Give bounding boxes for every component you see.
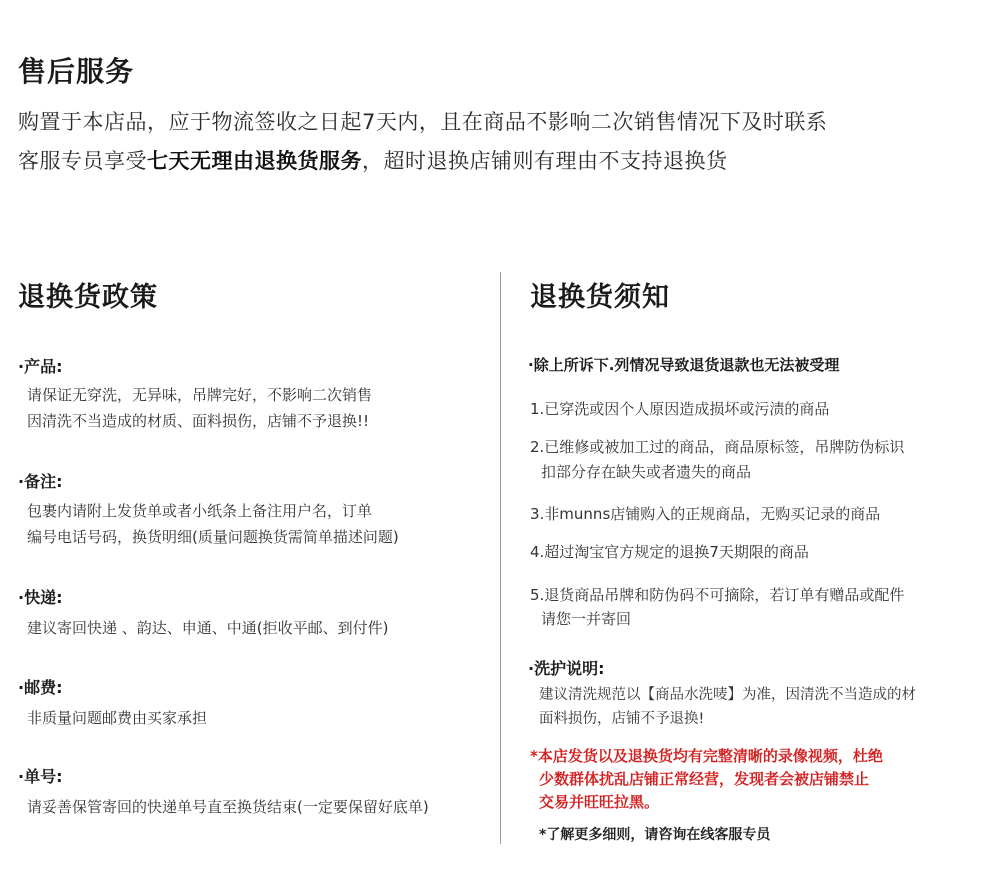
- after-sales-line-2-pre: 客服专员享受: [18, 149, 147, 173]
- after-sales-line-1: 购置于本店品，应于物流签收之日起7天内，且在商品不影响二次销售情况下及时联系: [18, 110, 828, 134]
- wash-care-line-1: 建议清洗规范以【商品水洗唛】为准，因清洗不当造成的材: [539, 687, 916, 703]
- policy-heading-postage: ·邮费:: [18, 678, 63, 697]
- wash-care-line-2: 面料损伤，店铺不予退换!: [539, 711, 705, 727]
- return-policy-title: 退换货政策: [18, 282, 158, 313]
- column-divider: [500, 272, 501, 844]
- policy-heading-product: ·产品:: [18, 357, 63, 376]
- policy-remark-line-1: 包裹内请附上发货单或者小纸条上备注用户名，订单: [27, 502, 373, 520]
- return-notice-title: 退换货须知: [530, 282, 670, 313]
- policy-remark-line-2: 编号电话号码，换货明细(质量问题换货需简单描述问题): [27, 528, 399, 546]
- warning-line-2: 少数群体扰乱店铺正常经营，发现者会被店铺禁止: [539, 770, 870, 788]
- policy-heading-remark: ·备注:: [18, 472, 63, 491]
- policy-product-line-2: 因清洗不当造成的材质、面料损伤，店铺不予退换!!: [27, 412, 370, 430]
- notice-item-2-line-2: 扣部分存在缺失或者遗失的商品: [541, 463, 752, 481]
- policy-postage-line-1: 非质量问题邮费由买家承担: [27, 709, 208, 727]
- after-sales-title: 售后服务: [18, 55, 135, 88]
- policy-heading-tracking: ·单号:: [18, 767, 63, 786]
- policy-heading-courier: ·快递:: [18, 588, 63, 607]
- footer-contact-note: *了解更多细则，请咨询在线客服专员: [539, 827, 771, 843]
- after-sales-line-2-post: ，超时退换店铺则有理由不支持退换货: [362, 149, 728, 173]
- notice-item-5-line-1: 5.退货商品吊牌和防伪码不可摘除，若订单有赠品或配件: [530, 586, 905, 604]
- wash-care-heading: ·洗护说明:: [528, 659, 605, 678]
- policy-tracking-line-1: 请妥善保管寄回的快递单号直至换货结束(一定要保留好底单): [27, 798, 429, 816]
- policy-product-line-1: 请保证无穿洗，无异味，吊牌完好，不影响二次销售: [27, 386, 373, 404]
- notice-item-2-line-1: 2.已维修或被加工过的商品，商品原标签，吊牌防伪标识: [530, 438, 905, 456]
- notice-item-3: 3.非munns店铺购入的正规商品，无购买记录的商品: [530, 505, 881, 523]
- notice-item-4: 4.超过淘宝官方规定的退换7天期限的商品: [530, 543, 809, 561]
- after-sales-line-2: [18, 145, 728, 175]
- notice-item-1: 1.已穿洗或因个人原因造成损坏或污渍的商品: [530, 400, 830, 418]
- notice-item-5-line-2: 请您一并寄回: [541, 610, 632, 628]
- policy-courier-line-1: 建议寄回快递 、韵达、申通、中通(拒收平邮、到付件): [27, 619, 389, 637]
- warning-line-1: *本店发货以及退换货均有完整清晰的录像视频，杜绝: [530, 747, 883, 765]
- warning-line-3: 交易并旺旺拉黑。: [539, 793, 660, 811]
- seven-day-return-highlight: 七天无理由退换货服务: [147, 149, 362, 173]
- notice-subheading: ·除上所诉下.列情况导致退货退款也无法被受理: [528, 356, 840, 374]
